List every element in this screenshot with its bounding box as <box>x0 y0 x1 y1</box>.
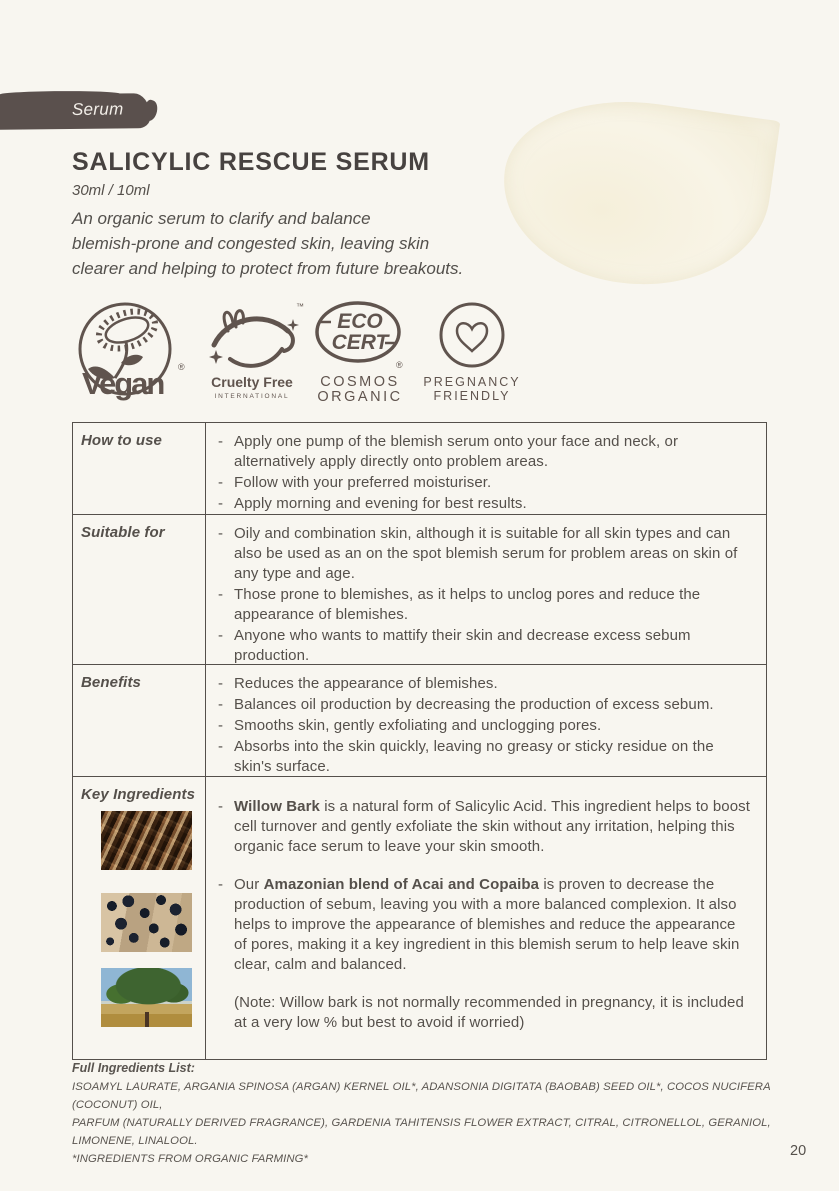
category-tag <box>0 93 150 130</box>
list-item: - Apply morning and evening for best results. <box>216 494 752 514</box>
list-item: - Follow with your preferred moisturiser. <box>216 473 752 493</box>
list-item: - Oily and combination skin, although it is suitable for all skin types and can also be used as an on the spot blemish serum for problem areas on skin of any type and age. <box>216 524 752 584</box>
list-item: - Balances oil production by decreasing the production of excess sebum. <box>216 695 752 715</box>
cruelty-free-label: Cruelty Free <box>211 374 293 390</box>
ingredient-name: Amazonian blend of Acai and Copaiba <box>263 876 540 893</box>
list-item: - Absorbs into the skin quickly, leaving no greasy or sticky residue on the skin's surface. <box>216 737 752 777</box>
ecocert-oval-line1: ECO <box>337 310 383 333</box>
page-number: 20 <box>790 1143 807 1159</box>
pregnancy-friendly-badge-icon <box>424 302 520 407</box>
vegan-badge-icon <box>70 300 192 409</box>
row-content-key-ingredients <box>206 776 766 1059</box>
ecocert-label-line1: COSMOS <box>320 374 400 390</box>
item-text: is a natural form of Salicylic Acid. This ingredient helps to boost cell turnover and gently exfoliate the skin without any irritation, helping this organic face serum to leave your skin smooth. <box>234 798 751 855</box>
row-content-suitable-for <box>206 514 766 664</box>
list-item: - Reduces the appearance of blemishes. <box>216 674 752 694</box>
row-content-benefits <box>206 664 766 776</box>
list-item: - Smooths skin, gently exfoliating and unclogging pores. <box>216 716 752 736</box>
list-item: - Those prone to blemishes, as it helps to unclog pores and reduce the appearance of blemishes. <box>216 585 752 625</box>
cruelty-free-badge-icon <box>200 299 304 408</box>
product-description <box>72 206 463 281</box>
full-ingredients-section <box>72 1061 782 1168</box>
pregnancy-label-line2: FRIENDLY <box>433 389 511 402</box>
willow-bark-photo <box>101 811 192 870</box>
product-sizes: 30ml / 10ml <box>72 182 150 199</box>
full-ingredients-heading: Full Ingredients List: <box>72 1061 195 1075</box>
row-label-how-to-use: How to use <box>73 423 206 514</box>
ingredient-name: Willow Bark <box>234 798 320 815</box>
how-to-use-list <box>216 432 752 514</box>
key-ingredients-label: Key Ingredients <box>81 786 196 803</box>
acai-berries-photo <box>101 893 192 952</box>
vegan-registered-mark: ® <box>178 362 185 372</box>
benefits-list <box>216 674 752 777</box>
vegan-label: Vegan <box>82 366 164 401</box>
description-line: An organic serum to clarify and balance <box>72 209 371 228</box>
ecocert-oval-line2: CERT <box>331 331 389 354</box>
description-line: clearer and helping to protect from future breakouts. <box>72 259 464 278</box>
serum-smear-image <box>492 84 781 301</box>
cruelty-free-sublabel: INTERNATIONAL <box>214 393 290 400</box>
list-item <box>216 875 752 975</box>
pregnancy-label-line1: PREGNANCY <box>424 375 520 389</box>
category-tag-label: Serum <box>71 99 124 119</box>
pregnancy-note: (Note: Willow bark is not normally recommended in pregnancy, it is included at a very low % but best to avoid if worried) <box>234 994 744 1031</box>
suitable-for-list <box>216 524 752 666</box>
ecocert-registered-mark: ® <box>396 360 403 370</box>
item-prefix: Our <box>234 876 264 893</box>
ingredients-line: *INGREDIENTS FROM ORGANIC FARMING* <box>72 1153 309 1165</box>
copaiba-tree-photo <box>101 968 192 1027</box>
list-item: - Apply one pump of the blemish serum onto your face and neck, or alternatively apply directly onto problem areas. <box>216 432 752 472</box>
list-item <box>216 797 752 857</box>
key-ingredients-list <box>216 797 752 975</box>
key-ingredient-photos <box>81 811 201 1027</box>
list-item: - Anyone who wants to mattify their skin and decrease excess sebum production. <box>216 626 752 666</box>
ecocert-badge-icon <box>314 301 406 408</box>
ecocert-label-line2: ORGANIC <box>317 389 403 403</box>
row-label-suitable-for: Suitable for <box>73 514 206 664</box>
row-label-key-ingredients <box>73 776 206 1059</box>
row-label-benefits: Benefits <box>73 664 206 776</box>
description-line: blemish-prone and congested skin, leaving skin <box>72 234 430 253</box>
cruelty-free-tm-mark: ™ <box>296 302 304 311</box>
ingredients-line: PARFUM (NATURALLY DERIVED FRAGRANCE), GARDENIA TAHITENSIS FLOWER EXTRACT, CITRAL, CITRONELLOL, GERANIOL, LIMONENE, LINALOOL. <box>72 1117 771 1147</box>
item-text: is proven to decrease the production of sebum, leaving you with a more balanced complexion. It also helps to improve the appearance of blemishes and reduce the appearance of pores, making it a key ingredient in this blemish serum to help leave skin clear, calm and balanced. <box>234 876 740 973</box>
page-title: SALICYLIC RESCUE SERUM <box>72 148 430 176</box>
row-content-how-to-use <box>206 423 766 514</box>
product-info-table <box>72 422 767 1060</box>
ingredients-line: ISOAMYL LAURATE, ARGANIA SPINOSA (ARGAN) KERNEL OIL*, ADANSONIA DIGITATA (BAOBAB) SEED OIL*, COCOS NUCIFERA (COCONUT) OIL, <box>72 1081 771 1111</box>
